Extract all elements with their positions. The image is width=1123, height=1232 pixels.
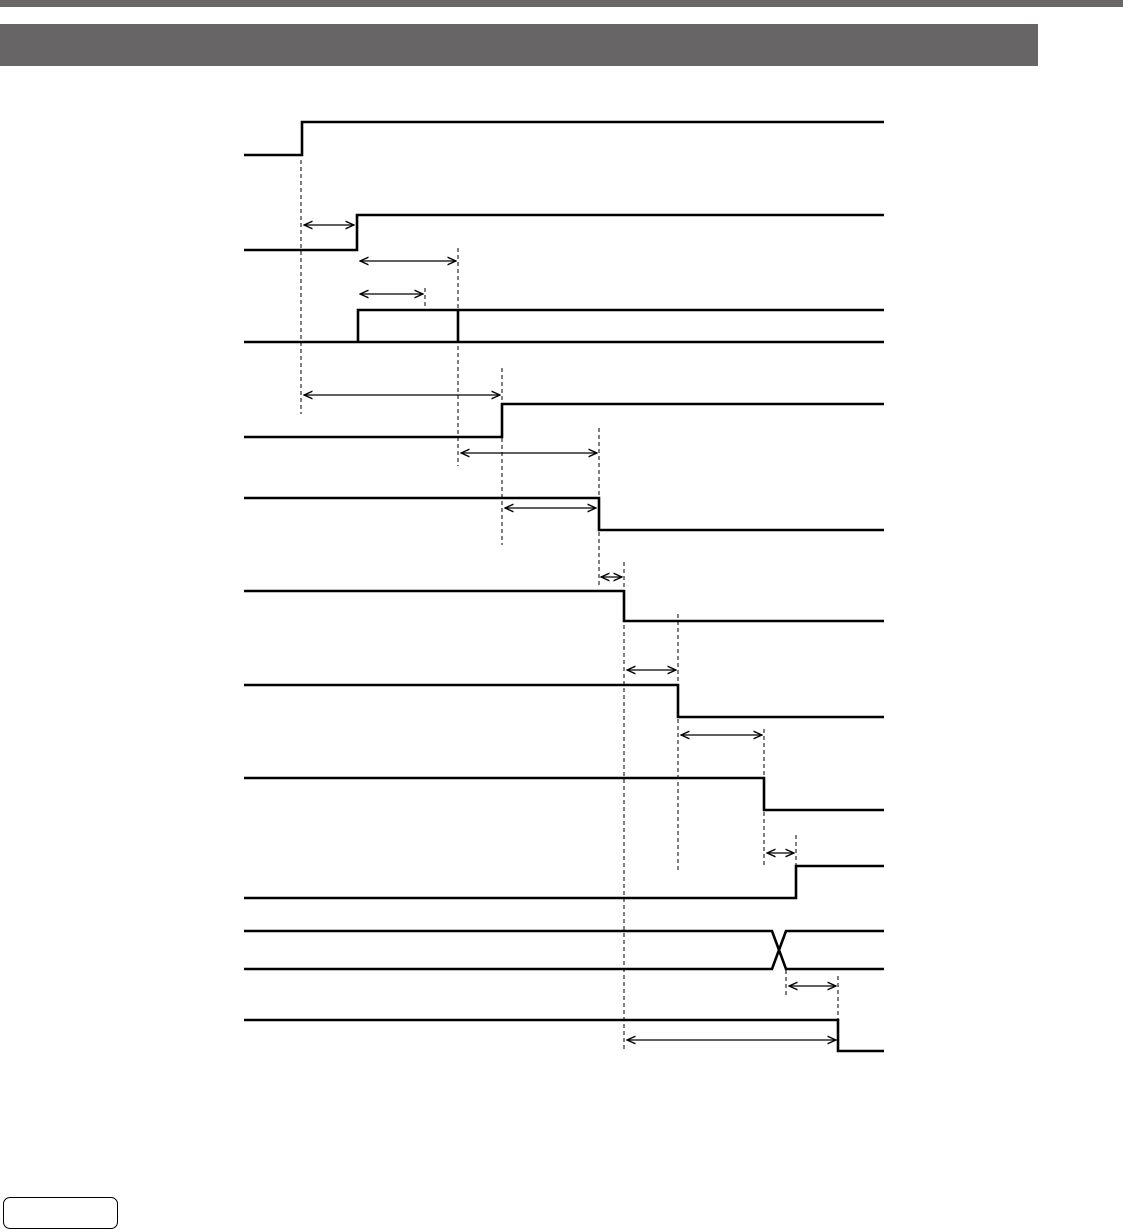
signal-5-waveform	[244, 498, 884, 530]
signal-9-waveform	[244, 866, 884, 898]
signal-11-waveform	[244, 1020, 884, 1051]
signal-4-waveform	[244, 404, 884, 437]
signal-1-waveform	[244, 122, 884, 155]
signal-10-bus-upper	[244, 931, 884, 969]
signal-7-waveform	[244, 685, 884, 717]
signal-2-waveform	[244, 215, 884, 250]
signal-10-bus-lower	[244, 931, 884, 969]
signal-6-waveform	[244, 591, 884, 621]
signal-8-waveform	[244, 778, 884, 810]
note-tag	[3, 1197, 118, 1229]
signal-3-pulse	[358, 310, 458, 342]
